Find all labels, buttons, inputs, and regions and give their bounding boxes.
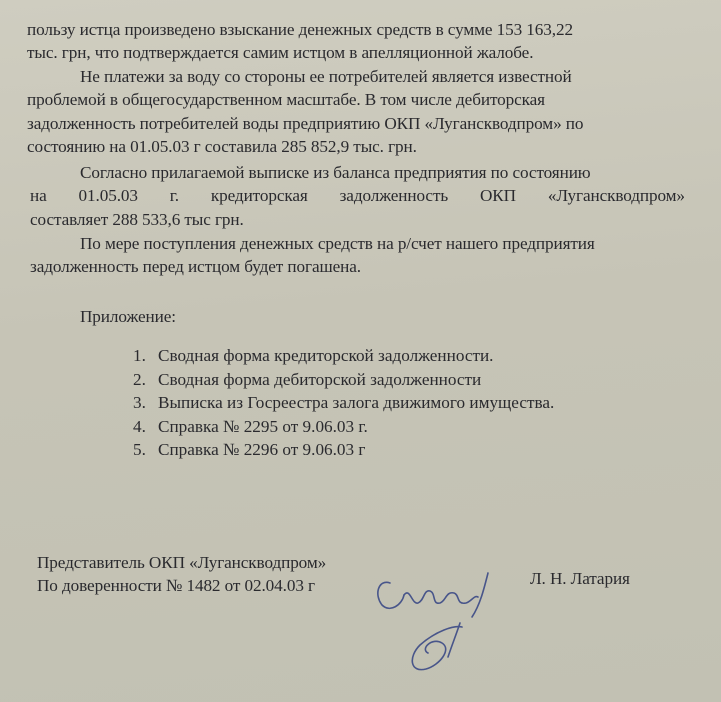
text-line: задолженность перед истцом будет погашена.: [30, 257, 361, 276]
text-line: Согласно прилагаемой выписке из баланса предприятия по состоянию: [80, 163, 591, 182]
word: на: [30, 186, 47, 205]
representative-line: Представитель ОКП «Луганскводпром»: [37, 553, 327, 572]
list-number: 2.: [133, 370, 146, 389]
text-line: составляет 288 533,6 тыс грн.: [30, 210, 244, 229]
list-item: [133, 417, 368, 437]
text-line: По мере поступления денежных средств на р/счет нашего предприятия: [80, 234, 595, 253]
list-item: [133, 346, 493, 366]
list-text: Выписка из Госреестра залога движимого имущества.: [158, 393, 555, 412]
list-item: [133, 440, 365, 460]
list-number: 3.: [133, 393, 146, 412]
list-number: 4.: [133, 417, 146, 436]
justified-text-line: [30, 186, 685, 206]
list-text: Справка № 2296 от 9.06.03 г: [158, 440, 366, 459]
word: задолженность: [339, 186, 449, 205]
proxy-line: По доверенности № 1482 от 02.04.03 г: [37, 576, 316, 595]
list-text: Сводная форма дебиторской задолженности: [158, 370, 482, 389]
word: кредиторская: [210, 186, 308, 205]
text-line: пользу истца произведено взыскание денежных средств в сумме 153 163,22: [27, 20, 573, 39]
word: 01.05.03: [78, 186, 138, 205]
word: г.: [169, 186, 179, 205]
list-number: 1.: [133, 346, 146, 365]
text-line: задолженность потребителей воды предприятию ОКП «Луганскводпром» по: [27, 114, 584, 133]
signer-name: Л. Н. Латария: [530, 569, 630, 588]
list-item: [133, 393, 554, 413]
text-line: состоянию на 01.05.03 г составила 285 852,9 тыс. грн.: [27, 137, 417, 156]
text-line: Не платежи за воду со стороны ее потребителей является известной: [80, 67, 572, 86]
list-text: Сводная форма кредиторской задолженности.: [158, 346, 494, 365]
appendix-heading: Приложение:: [80, 307, 176, 326]
list-text: Справка № 2295 от 9.06.03 г.: [158, 417, 368, 436]
text-line: проблемой в общегосударственном масштабе. В том числе дебиторская: [27, 90, 545, 109]
word: ОКП: [479, 186, 516, 205]
list-number: 5.: [133, 440, 146, 459]
handwritten-signature: [368, 565, 508, 685]
list-item: [133, 370, 481, 390]
text-line: тыс. грн, что подтверждается самим истцом в апелляционной жалобе.: [27, 43, 534, 62]
word: «Луганскводпром»: [547, 186, 685, 205]
